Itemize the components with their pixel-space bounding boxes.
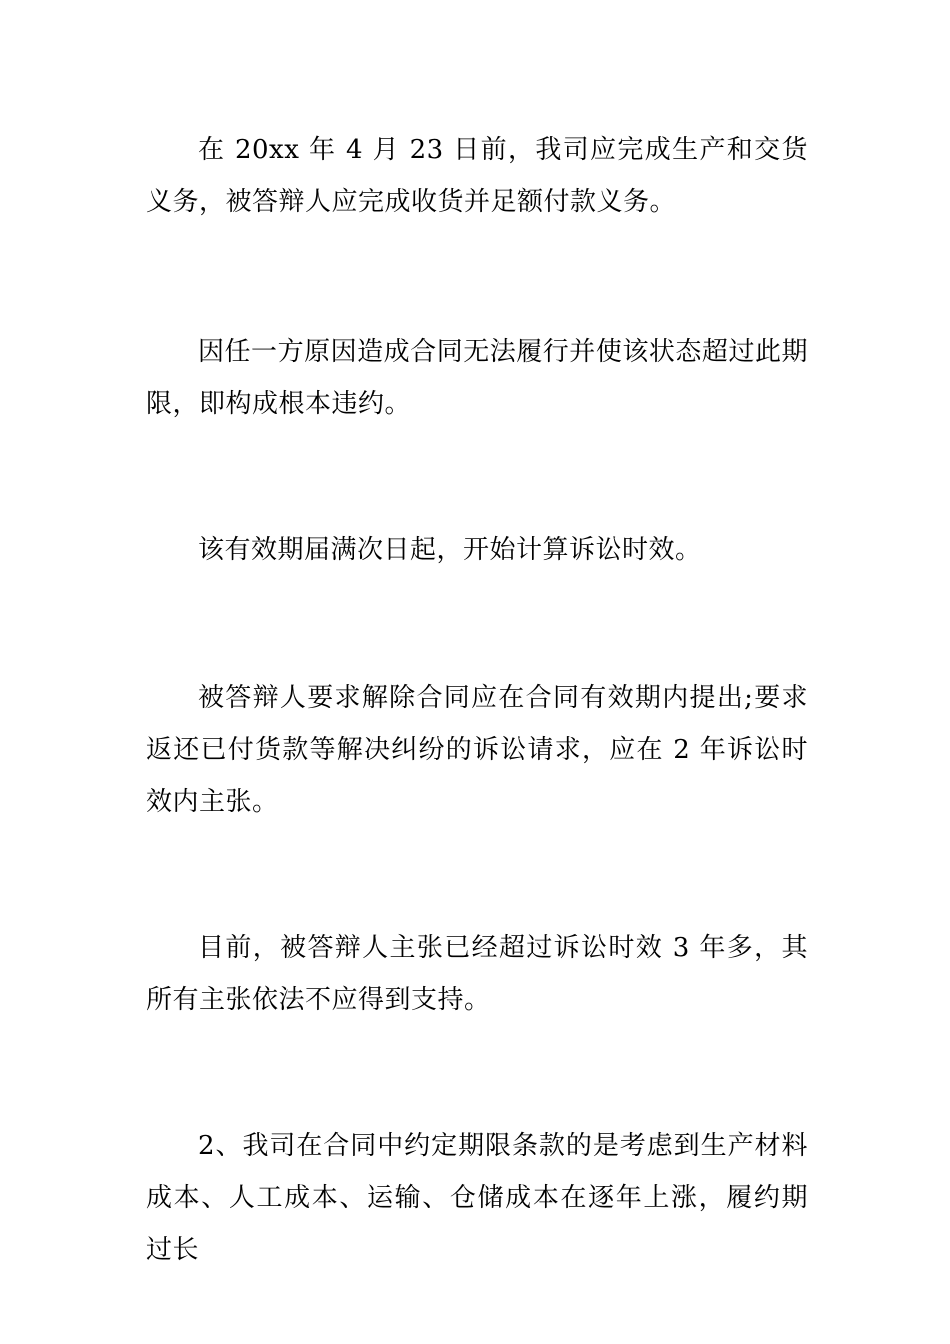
paragraph-term-clause-reason: 2、我司在合同中约定期限条款的是考虑到生产材料成本、人工成本、运输、仓储成本在逐年上涨，履约期过长 xyxy=(146,1131,808,1265)
paragraph-termination-claims: 被答辩人要求解除合同应在合同有效期内提出;要求返还已付货款等解决纠纷的诉讼请求，应在 2 年诉讼时效内主张。 xyxy=(146,683,808,817)
paragraph-time-barred: 目前，被答辩人主张已经超过诉讼时效 3 年多，其所有主张依法不应得到支持。 xyxy=(146,933,808,1015)
paragraph-fundamental-breach: 因任一方原因造成合同无法履行并使该状态超过此期限，即构成根本违约。 xyxy=(146,337,808,419)
paragraph-limitation-start: 该有效期届满次日起，开始计算诉讼时效。 xyxy=(198,535,702,565)
paragraph-delivery-deadline: 在 20xx 年 4 月 23 日前，我司应完成生产和交货义务，被答辩人应完成收货并足额付款义务。 xyxy=(146,135,808,217)
